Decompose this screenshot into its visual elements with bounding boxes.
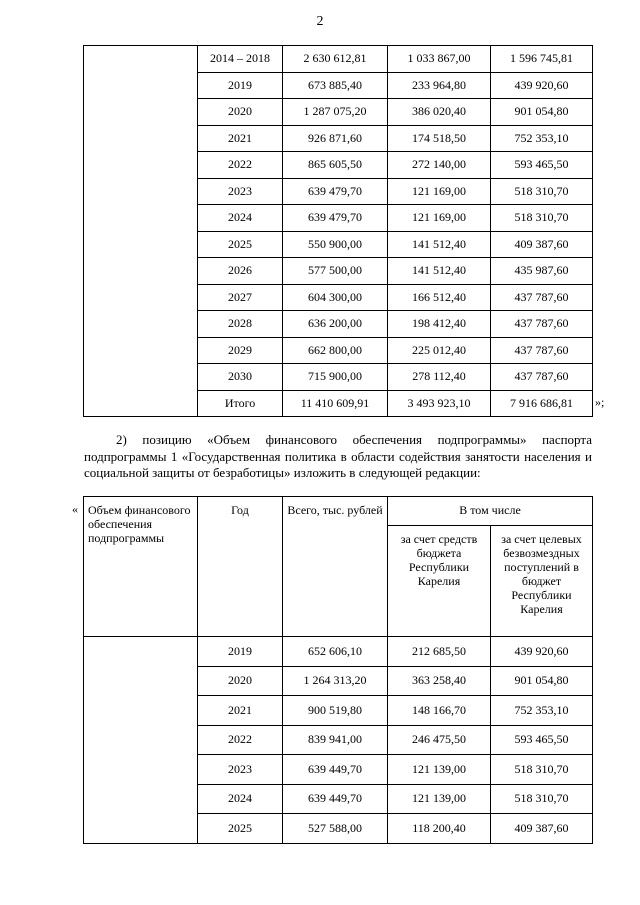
year-cell: 2025 [198, 231, 283, 258]
total-cell: 639 449,70 [283, 755, 388, 785]
blank-label-cell [84, 637, 198, 844]
grants-cell: 752 353,10 [491, 125, 593, 152]
total-cell: 577 500,00 [283, 258, 388, 285]
total-cell: 865 605,50 [283, 152, 388, 179]
total-cell: 639 479,70 [283, 205, 388, 232]
grants-cell: 1 596 745,81 [491, 46, 593, 73]
page-number: 2 [316, 14, 324, 29]
budget-cell: 1 033 867,00 [388, 46, 491, 73]
budget-cell: 118 200,40 [388, 814, 491, 844]
total-cell: 673 885,40 [283, 72, 388, 99]
header-year: Год [231, 503, 249, 517]
grants-cell: 435 987,60 [491, 258, 593, 285]
total-cell: 839 941,00 [283, 725, 388, 755]
year-cell: 2021 [198, 696, 283, 726]
header-total-cell [283, 497, 388, 637]
year-cell: 2022 [198, 152, 283, 179]
grants-cell: 439 920,60 [491, 72, 593, 99]
total-cell: 662 800,00 [283, 337, 388, 364]
paragraph-text: 2) позицию «Объем финансового обеспечения подпрограммы» паспорта подпрограммы 1 «Государственная политика в области содействия занятости населения и социальной защиты от безработицы» изложить в следующей редакции: [84, 432, 592, 480]
budget-cell: 212 685,50 [388, 637, 491, 667]
year-cell: 2019 [198, 72, 283, 99]
year-cell: 2023 [198, 755, 283, 785]
budget-cell: 121 139,00 [388, 784, 491, 814]
year-cell: 2025 [198, 814, 283, 844]
financing-table-new [83, 496, 593, 844]
grants-cell: 518 310,70 [491, 784, 593, 814]
year-cell: 2024 [198, 205, 283, 232]
header-label-cell [84, 497, 198, 637]
budget-cell: 121 169,00 [388, 205, 491, 232]
header-budget-cell [388, 526, 491, 637]
grants-cell: 437 787,60 [491, 311, 593, 338]
budget-cell: 278 112,40 [388, 364, 491, 391]
budget-cell: 386 020,40 [388, 99, 491, 126]
budget-cell: 3 493 923,10 [388, 390, 491, 417]
year-cell: 2020 [198, 99, 283, 126]
grants-cell: 439 920,60 [491, 637, 593, 667]
budget-cell: 225 012,40 [388, 337, 491, 364]
header-budget: за счет средств бюджета Республики Карелия [400, 532, 478, 588]
table-row [84, 637, 593, 667]
total-cell: 639 479,70 [283, 178, 388, 205]
grants-cell: 901 054,80 [491, 99, 593, 126]
budget-cell: 174 518,50 [388, 125, 491, 152]
budget-cell: 246 475,50 [388, 725, 491, 755]
closing-quote: »; [595, 395, 605, 409]
total-cell: 636 200,00 [283, 311, 388, 338]
table-row [84, 46, 593, 73]
grants-cell: 437 787,60 [491, 337, 593, 364]
financing-table-continued [83, 45, 593, 417]
header-total: Всего, тыс. рублей [287, 503, 383, 517]
header-grants-cell [491, 526, 593, 637]
budget-cell: 141 512,40 [388, 231, 491, 258]
grants-cell: 409 387,60 [491, 814, 593, 844]
grants-cell: 901 054,80 [491, 666, 593, 696]
grants-cell: 409 387,60 [491, 231, 593, 258]
year-cell: 2014 – 2018 [198, 46, 283, 73]
budget-cell: 166 512,40 [388, 284, 491, 311]
year-cell: 2028 [198, 311, 283, 338]
year-cell: 2019 [198, 637, 283, 667]
year-cell: 2024 [198, 784, 283, 814]
grants-cell: 7 916 686,81 [491, 390, 593, 417]
header-including: В том числе [459, 503, 521, 517]
total-cell: 715 900,00 [283, 364, 388, 391]
total-cell: 1 264 313,20 [283, 666, 388, 696]
year-cell: 2026 [198, 258, 283, 285]
total-cell: 2 630 612,81 [283, 46, 388, 73]
year-cell: 2020 [198, 666, 283, 696]
total-cell: 639 449,70 [283, 784, 388, 814]
budget-cell: 121 169,00 [388, 178, 491, 205]
grants-cell: 437 787,60 [491, 364, 593, 391]
total-cell: 11 410 609,91 [283, 390, 388, 417]
year-cell: 2029 [198, 337, 283, 364]
year-cell: 2023 [198, 178, 283, 205]
header-including-cell [388, 497, 593, 526]
header-grants: за счет целевых безвозмездных поступлений в бюджет Республики Карелия [501, 532, 582, 616]
grants-cell: 518 310,70 [491, 178, 593, 205]
grants-cell: 593 465,50 [491, 152, 593, 179]
year-cell: 2022 [198, 725, 283, 755]
budget-cell: 363 258,40 [388, 666, 491, 696]
grants-cell: 518 310,70 [491, 755, 593, 785]
blank-label-cell [84, 46, 198, 417]
grants-cell: 752 353,10 [491, 696, 593, 726]
year-cell: 2021 [198, 125, 283, 152]
budget-cell: 121 139,00 [388, 755, 491, 785]
total-cell: 926 871,60 [283, 125, 388, 152]
opening-quote: « [72, 502, 78, 516]
amendment-paragraph [84, 432, 592, 482]
header-year-cell [198, 497, 283, 637]
year-cell: Итого [198, 390, 283, 417]
total-cell: 1 287 075,20 [283, 99, 388, 126]
total-cell: 604 300,00 [283, 284, 388, 311]
total-cell: 652 606,10 [283, 637, 388, 667]
year-cell: 2030 [198, 364, 283, 391]
header-label: Объем финансового обеспечения подпрограммы [88, 503, 191, 545]
budget-cell: 148 166,70 [388, 696, 491, 726]
total-cell: 900 519,80 [283, 696, 388, 726]
year-cell: 2027 [198, 284, 283, 311]
budget-cell: 198 412,40 [388, 311, 491, 338]
total-cell: 550 900,00 [283, 231, 388, 258]
budget-cell: 272 140,00 [388, 152, 491, 179]
grants-cell: 437 787,60 [491, 284, 593, 311]
budget-cell: 233 964,80 [388, 72, 491, 99]
total-cell: 527 588,00 [283, 814, 388, 844]
grants-cell: 593 465,50 [491, 725, 593, 755]
grants-cell: 518 310,70 [491, 205, 593, 232]
budget-cell: 141 512,40 [388, 258, 491, 285]
